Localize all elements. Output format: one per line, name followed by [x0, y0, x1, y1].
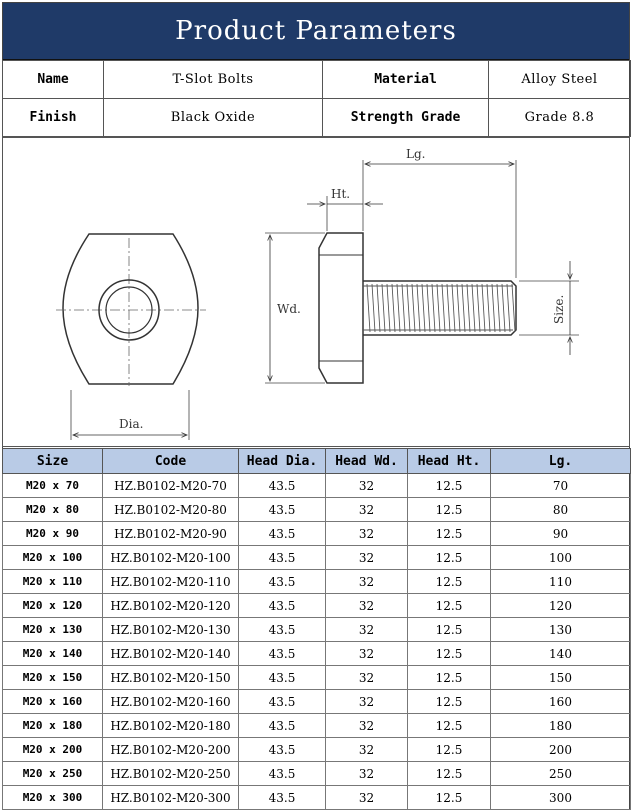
- name-label: Name: [3, 61, 104, 99]
- cell-size: M20 x 80: [3, 498, 103, 522]
- cell-size: M20 x 140: [3, 642, 103, 666]
- cell-head-wd: 32: [326, 546, 408, 570]
- cell-lg: 300: [491, 786, 631, 810]
- cell-lg: 140: [491, 642, 631, 666]
- table-row: [3, 546, 631, 570]
- cell-head-ht: 12.5: [408, 618, 491, 642]
- table-row: [3, 498, 631, 522]
- cell-head-dia: 43.5: [239, 474, 326, 498]
- grade-value: Grade 8.8: [489, 99, 631, 137]
- cell-lg: 160: [491, 690, 631, 714]
- side-view: [265, 147, 579, 383]
- cell-code: HZ.B0102-M20-70: [103, 474, 239, 498]
- thread-lines: [363, 284, 515, 332]
- cell-lg: 250: [491, 762, 631, 786]
- cell-size: M20 x 130: [3, 618, 103, 642]
- table-row: [3, 714, 631, 738]
- cell-size: M20 x 90: [3, 522, 103, 546]
- grade-label: Strength Grade: [323, 99, 489, 137]
- cell-head-wd: 32: [326, 474, 408, 498]
- cell-lg: 90: [491, 522, 631, 546]
- cell-lg: 120: [491, 594, 631, 618]
- cell-head-dia: 43.5: [239, 762, 326, 786]
- finish-value: Black Oxide: [104, 99, 323, 137]
- cell-head-wd: 32: [326, 498, 408, 522]
- cell-size: M20 x 120: [3, 594, 103, 618]
- table-row: [3, 786, 631, 810]
- cell-head-ht: 12.5: [408, 762, 491, 786]
- table-row: [3, 642, 631, 666]
- table-row: [3, 594, 631, 618]
- col-header-head-wd: Head Wd.: [326, 449, 408, 474]
- cell-head-dia: 43.5: [239, 642, 326, 666]
- spec-header-row: [3, 449, 631, 474]
- cell-head-ht: 12.5: [408, 666, 491, 690]
- cell-size: M20 x 160: [3, 690, 103, 714]
- table-row: [3, 690, 631, 714]
- lg-dimension-label: Lg.: [406, 147, 426, 161]
- cell-code: HZ.B0102-M20-140: [103, 642, 239, 666]
- page-title: Product Parameters: [175, 16, 457, 46]
- cell-head-wd: 32: [326, 738, 408, 762]
- params-row-2: [3, 99, 631, 137]
- cell-size: M20 x 110: [3, 570, 103, 594]
- cell-head-dia: 43.5: [239, 594, 326, 618]
- technical-drawing: [2, 137, 630, 447]
- cell-head-wd: 32: [326, 522, 408, 546]
- cell-size: M20 x 200: [3, 738, 103, 762]
- cell-head-dia: 43.5: [239, 714, 326, 738]
- cell-lg: 180: [491, 714, 631, 738]
- cell-lg: 70: [491, 474, 631, 498]
- col-header-head-ht: Head Ht.: [408, 449, 491, 474]
- cell-size: M20 x 180: [3, 714, 103, 738]
- cell-head-wd: 32: [326, 594, 408, 618]
- cell-head-ht: 12.5: [408, 594, 491, 618]
- bolt-drawing-svg: [3, 138, 629, 446]
- cell-head-wd: 32: [326, 642, 408, 666]
- cell-head-ht: 12.5: [408, 642, 491, 666]
- cell-code: HZ.B0102-M20-300: [103, 786, 239, 810]
- table-row: [3, 738, 631, 762]
- cell-lg: 100: [491, 546, 631, 570]
- table-row: [3, 474, 631, 498]
- size-dimension-label: Size.: [552, 294, 566, 324]
- cell-head-wd: 32: [326, 786, 408, 810]
- ht-dimension-label: Ht.: [331, 187, 351, 201]
- table-row: [3, 762, 631, 786]
- cell-code: HZ.B0102-M20-160: [103, 690, 239, 714]
- cell-code: HZ.B0102-M20-120: [103, 594, 239, 618]
- cell-head-dia: 43.5: [239, 522, 326, 546]
- cell-head-ht: 12.5: [408, 738, 491, 762]
- cell-code: HZ.B0102-M20-90: [103, 522, 239, 546]
- params-table: [2, 60, 631, 137]
- table-row: [3, 618, 631, 642]
- cell-head-ht: 12.5: [408, 570, 491, 594]
- cell-lg: 130: [491, 618, 631, 642]
- cell-code: HZ.B0102-M20-110: [103, 570, 239, 594]
- cell-head-wd: 32: [326, 714, 408, 738]
- title-bar: [3, 3, 629, 60]
- cell-code: HZ.B0102-M20-150: [103, 666, 239, 690]
- wd-dimension-label: Wd.: [277, 302, 301, 316]
- cell-head-ht: 12.5: [408, 690, 491, 714]
- table-row: [3, 522, 631, 546]
- cell-head-ht: 12.5: [408, 474, 491, 498]
- cell-head-wd: 32: [326, 690, 408, 714]
- cell-size: M20 x 250: [3, 762, 103, 786]
- cell-size: M20 x 300: [3, 786, 103, 810]
- cell-head-wd: 32: [326, 762, 408, 786]
- cell-head-dia: 43.5: [239, 666, 326, 690]
- cell-size: M20 x 100: [3, 546, 103, 570]
- material-label: Material: [323, 61, 489, 99]
- cell-size: M20 x 70: [3, 474, 103, 498]
- cell-code: HZ.B0102-M20-180: [103, 714, 239, 738]
- cell-lg: 110: [491, 570, 631, 594]
- col-header-head-dia: Head Dia.: [239, 449, 326, 474]
- cell-lg: 150: [491, 666, 631, 690]
- table-row: [3, 666, 631, 690]
- cell-head-wd: 32: [326, 666, 408, 690]
- cell-head-ht: 12.5: [408, 498, 491, 522]
- finish-label: Finish: [3, 99, 104, 137]
- cell-head-ht: 12.5: [408, 714, 491, 738]
- cell-head-dia: 43.5: [239, 498, 326, 522]
- cell-head-dia: 43.5: [239, 546, 326, 570]
- cell-head-wd: 32: [326, 570, 408, 594]
- cell-lg: 200: [491, 738, 631, 762]
- spec-table: [2, 448, 631, 810]
- params-row-1: [3, 61, 631, 99]
- name-value: T-Slot Bolts: [104, 61, 323, 99]
- cell-head-ht: 12.5: [408, 522, 491, 546]
- cell-head-ht: 12.5: [408, 786, 491, 810]
- col-header-code: Code: [103, 449, 239, 474]
- cell-code: HZ.B0102-M20-250: [103, 762, 239, 786]
- cell-head-dia: 43.5: [239, 618, 326, 642]
- cell-code: HZ.B0102-M20-100: [103, 546, 239, 570]
- cell-head-dia: 43.5: [239, 690, 326, 714]
- cell-size: M20 x 150: [3, 666, 103, 690]
- cell-code: HZ.B0102-M20-130: [103, 618, 239, 642]
- cell-head-dia: 43.5: [239, 738, 326, 762]
- dia-dimension-label: Dia.: [119, 417, 144, 431]
- cell-head-ht: 12.5: [408, 546, 491, 570]
- cell-head-wd: 32: [326, 618, 408, 642]
- cell-lg: 80: [491, 498, 631, 522]
- cell-head-dia: 43.5: [239, 570, 326, 594]
- cell-code: HZ.B0102-M20-200: [103, 738, 239, 762]
- cell-head-dia: 43.5: [239, 786, 326, 810]
- material-value: Alloy Steel: [489, 61, 631, 99]
- col-header-lg: Lg.: [491, 449, 631, 474]
- cell-code: HZ.B0102-M20-80: [103, 498, 239, 522]
- front-view: [56, 234, 206, 440]
- table-row: [3, 570, 631, 594]
- col-header-size: Size: [3, 449, 103, 474]
